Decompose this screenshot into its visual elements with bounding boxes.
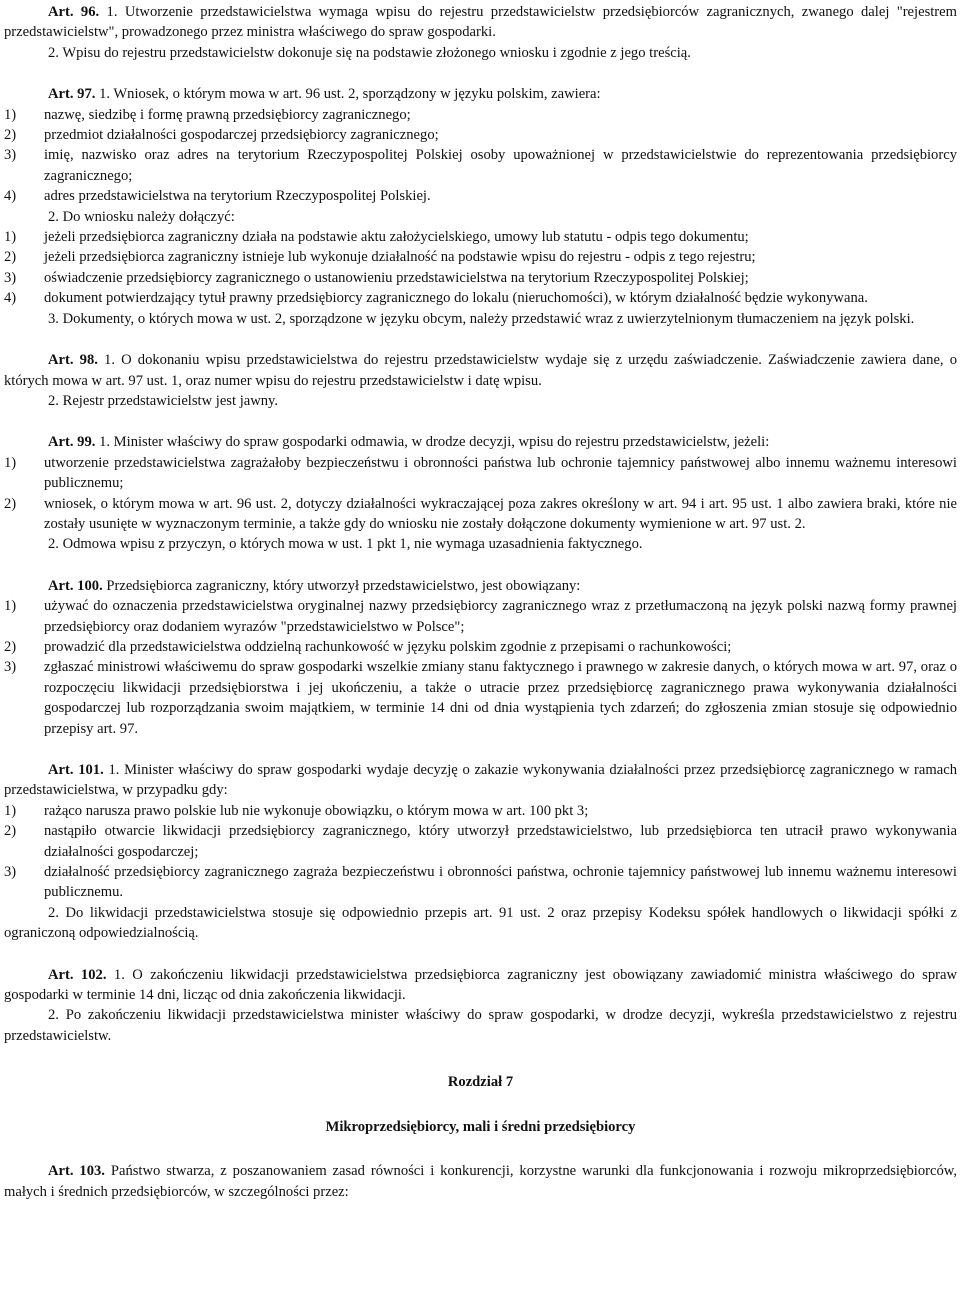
art96-par2: 2. Wpisu do rejestru przedstawicielstw dokonuje się na podstawie złożonego wniosku i zgodnie z jego treścią. xyxy=(48,44,691,61)
art100-intro xyxy=(4,576,957,596)
list-item: 1) używać do oznaczenia przedstawicielstwa oryginalnej nazwy przedsiębiorcy zagranicznego wraz z przetłumaczoną na język polski nazwą formy prawnej przedsiębiorcy oraz dodaniem wyrazów "przedstawicielstwo w Polsce"; xyxy=(4,598,957,635)
art102-heading: Art. 102. xyxy=(48,966,107,983)
list-item: 3) imię, nazwisko oraz adres na terytorium Rzeczypospolitej Polskiej osoby upoważnionej w przedstawicielstwie do reprezentowania przedsiębiorcy zagranicznego; xyxy=(4,147,957,184)
art102-par2: 2. Po zakończeniu likwidacji przedstawicielstwa minister właściwy do spraw gospodarki, w drodze decyzji, wykreśla przedstawicielstwo z rejestru przedstawicielstw. xyxy=(4,1007,957,1044)
art99-intro-text: 1. Minister właściwy do spraw gospodarki odmawia, w drodze decyzji, wpisu do rejestru przedstawicielstw, jeżeli: xyxy=(99,434,770,451)
list-item: 1) utworzenie przedstawicielstwa zagrażałoby bezpieczeństwu i obronności państwa lub ochronie tajemnicy państwowej albo innemu ważnemu interesowi publicznemu; xyxy=(4,454,957,492)
art98-par1 xyxy=(4,350,957,391)
art98-heading: Art. 98. xyxy=(48,352,98,369)
art97-par3: 3. Dokumenty, o których mowa w ust. 2, sporządzone w języku obcym, należy przedstawić wraz z uwierzytelnionym tłumaczeniem na język polski. xyxy=(48,310,915,327)
art97-heading: Art. 97. xyxy=(48,86,96,103)
art99-par2: 2. Odmowa wpisu z przyczyn, o których mowa w ust. 1 pkt 1, nie wymaga uzasadnienia faktycznego. xyxy=(48,536,643,553)
art96-par1 xyxy=(4,2,957,43)
art102-text1: 1. O zakończeniu likwidacji przedstawicielstwa przedsiębiorca zagraniczny jest obowiązany zawiadomić ministra właściwego do spraw gospodarki w terminie 14 dni, licząc od dnia zakończenia likwidacji. xyxy=(4,966,958,1004)
list-item: 2) przedmiot działalności gospodarczej przedsiębiorcy zagranicznego; xyxy=(4,127,439,144)
list-item: 4) adres przedstawicielstwa na terytorium Rzeczypospolitej Polskiej. xyxy=(4,188,431,205)
art97-intro xyxy=(4,84,957,104)
art103-text1: Państwo stwarza, z poszanowaniem zasad równości i konkurencji, korzystne warunki dla funkcjonowania i rozwoju mikroprzedsiębiorców, małych i średnich przedsiębiorców, w szczególności przez: xyxy=(4,1163,957,1200)
art98-text1: 1. O dokonaniu wpisu przedstawicielstwa do rejestru przedstawicielstw wydaje się z urzędu zaświadczenie. Zaświadczenie zawiera dane, o których mowa w art. 97 ust. 1, oraz numer wpisu do rejestru przedstawicielstw i datę wpisu. xyxy=(4,352,958,389)
list-item: 1) jeżeli przedsiębiorca zagraniczny działa na podstawie aktu założycielskiego, umowy lub statutu - odpis tego dokumentu; xyxy=(4,229,749,246)
art99-list xyxy=(4,453,957,535)
list-item: 3) zgłaszać ministrowi właściwemu do spraw gospodarki wszelkie zmiany stanu faktycznego i prawnego w zakresie danych, o których mowa w art. 97, oraz o rozpoczęciu likwidacji przedsiębiorstwa i jej ukończeniu, a także o utracie przez przedsiębiorcę zagranicznego prawa wykonywania działalności gospodarczej lub rozporządzania swoim majątkiem, w terminie 14 dni od dnia wystąpienia tych zdarzeń; do zgłoszenia zmian stosuje się odpowiednio przepisy art. 97. xyxy=(4,659,957,737)
art101-intro xyxy=(4,760,957,801)
art100-intro-text: Przedsiębiorca zagraniczny, który utworzył przedstawicielstwo, jest obowiązany: xyxy=(106,577,581,594)
art96-text1: 1. Utworzenie przedstawicielstwa wymaga wpisu do rejestru przedstawicielstw przedsiębiorców zagranicznych, zwanego dalej "rejestrem przedstawicielstw", prowadzonego przez ministra właściwego do spraw gospodarki. xyxy=(4,4,957,41)
art96-heading: Art. 96. xyxy=(48,4,100,20)
list-item: 2) wniosek, o którym mowa w art. 96 ust. 2, dotyczy działalności wykraczającej poza zakres określony w art. 94 i art. 95 ust. 1 albo zawiera braki, które nie zostały usunięte w wyznaczonym terminie, a także gdy do wniosku nie zostały dołączone dokumenty wymienione w art. 97 ust. 2. xyxy=(4,495,957,532)
list-item: 2) prowadzić dla przedstawicielstwa oddzielną rachunkowość w języku polskim zgodnie z przepisami o rachunkowości; xyxy=(4,638,732,655)
art101-list xyxy=(4,801,957,903)
art97-par2: 2. Do wniosku należy dołączyć: xyxy=(48,208,235,225)
art98-par2: 2. Rejestr przedstawicielstw jest jawny. xyxy=(48,392,279,409)
art99-heading: Art. 99. xyxy=(48,434,96,451)
art101-heading: Art. 101. xyxy=(48,762,104,778)
art99-intro xyxy=(4,432,957,452)
art103-heading: Art. 103. xyxy=(48,1163,105,1180)
art97-intro-text: 1. Wniosek, o którym mowa w art. 96 ust. 2, sporządzony w języku polskim, zawiera: xyxy=(99,86,601,103)
art100-list xyxy=(4,596,957,739)
art101-par2: 2. Do likwidacji przedstawicielstwa stosuje się odpowiednio przepis art. 91 ust. 2 oraz przepisy Kodeksu spółek handlowych o likwidacji spółki z ograniczoną odpowiedzialnością. xyxy=(4,904,957,942)
art101-intro-text: 1. Minister właściwy do spraw gospodarki wydaje decyzję o zakazie wykonywania działalności przez przedsiębiorcę zagranicznego w ramach przedstawicielstwa, w przypadku gdy: xyxy=(4,762,957,799)
art100-heading: Art. 100. xyxy=(48,577,103,594)
list-item: 2) jeżeli przedsiębiorca zagraniczny istnieje lub wykonuje działalność na podstawie wpisu do rejestru - odpis z tego rejestru; xyxy=(4,249,756,266)
chapter-subtitle: Mikroprzedsiębiorcy, mali i średni przedsiębiorcy xyxy=(325,1118,636,1135)
list-item: 4) dokument potwierdzający tytuł prawny przedsiębiorcy zagranicznego do lokalu (nieruchomości), w którym działalność będzie wykonywana. xyxy=(4,290,868,307)
art102-par1 xyxy=(4,965,957,1006)
chapter-title: Rozdział 7 xyxy=(447,1074,514,1091)
list-item: 3) oświadczenie przedsiębiorcy zagranicznego o ustanowieniu przedstawicielstwa na terytorium Rzeczypospolitej Polskiej; xyxy=(4,269,749,286)
art103-par1 xyxy=(4,1161,957,1202)
list-item: 1) rażąco narusza prawo polskie lub nie wykonuje obowiązku, o którym mowa w art. 100 pkt 3; xyxy=(4,802,589,819)
list-item: 1) nazwę, siedzibę i formę prawną przedsiębiorcy zagranicznego; xyxy=(4,106,411,123)
art97-list2 xyxy=(4,227,957,309)
list-item: 2) nastąpiło otwarcie likwidacji przedsiębiorcy zagranicznego, który utworzył przedstawicielstwo, lub przedsiębiorca ten utracił prawo wykonywania działalności gospodarczej; xyxy=(4,823,957,860)
list-item: 3) działalność przedsiębiorcy zagranicznego zagraża bezpieczeństwu i obronności państwa, ochronie tajemnicy państwowej lub innemu ważnemu interesowi publicznemu. xyxy=(4,864,957,901)
art97-list1 xyxy=(4,105,957,207)
